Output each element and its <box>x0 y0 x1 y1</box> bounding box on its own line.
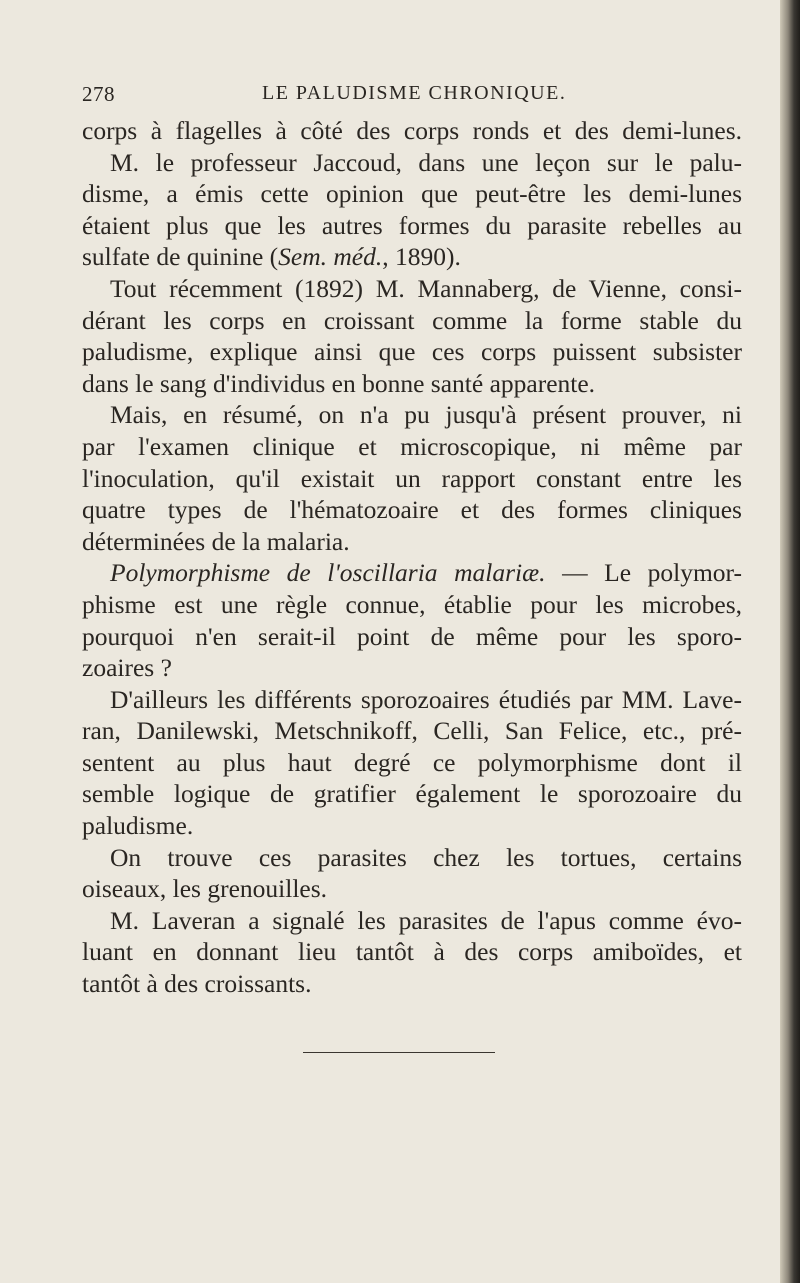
text-line: l'inoculation, qu'il existait un rapport constant entre les <box>82 463 742 493</box>
text-line: D'ailleurs les différents sporozoaires étudiés par MM. Lave- <box>110 684 742 714</box>
text-line <box>82 557 742 589</box>
text-line: Tout récemment (1892) M. Mannaberg, de Vienne, consi- <box>110 273 742 303</box>
text-line: zoaires ? <box>82 653 172 683</box>
text-line: disme, a émis cette opinion que peut-être les demi-lunes <box>82 179 742 209</box>
page-header <box>82 82 742 112</box>
text-line: luant en donnant lieu tantôt à des corps amiboïdes, et <box>82 937 742 967</box>
text-line: étaient plus que les autres formes du parasite rebelles au <box>82 210 742 240</box>
text-line <box>82 241 742 273</box>
text-line: ran, Danilewski, Metschnikoff, Celli, San Felice, etc., pré- <box>82 716 742 746</box>
book-page-edge <box>780 0 800 1283</box>
text-line: On trouve ces parasites chez les tortues, certains <box>110 842 742 872</box>
text-line: M. le professeur Jaccoud, dans une leçon sur le palu- <box>110 147 742 177</box>
text-line: phisme est une règle connue, établie pour les microbes, <box>82 589 742 619</box>
text-line: pourquoi n'en serait-il point de même pour les sporo- <box>82 621 742 651</box>
running-title: LE PALUDISME CHRONIQUE. <box>262 82 567 104</box>
text-line: paludisme. <box>82 811 194 841</box>
section-heading: Polymorphisme de l'oscillaria malariæ. <box>110 558 546 588</box>
text-line: tantôt à des croissants. <box>82 969 312 999</box>
text-line: dans le sang d'individus en bonne santé apparente. <box>82 368 596 398</box>
text-segment: sulfate de quinine ( <box>82 242 279 272</box>
citation-journal: Sem. méd. <box>278 242 383 272</box>
text-segment: , 1890). <box>382 242 461 272</box>
text-line: quatre types de l'hématozoaire et des formes cliniques <box>82 495 742 525</box>
text-line: déterminées de la malaria. <box>82 526 350 556</box>
page-number: 278 <box>82 82 115 106</box>
text-line: oiseaux, les grenouilles. <box>82 874 328 904</box>
text-segment: — Le polymor- <box>545 558 742 588</box>
text-line: M. Laveran a signalé les parasites de l'apus comme évo- <box>110 905 742 935</box>
text-line: par l'examen clinique et microscopique, ni même par <box>82 431 742 461</box>
body-text <box>82 115 742 1000</box>
text-line: sentent au plus haut degré ce polymorphisme dont il <box>82 747 742 777</box>
text-line: Mais, en résumé, on n'a pu jusqu'à présent prouver, ni <box>110 400 742 430</box>
text-line: paludisme, explique ainsi que ces corps puissent subsister <box>82 337 742 367</box>
text-line: dérant les corps en croissant comme la forme stable du <box>82 305 742 335</box>
section-end-rule <box>303 1052 495 1053</box>
text-line: corps à flagelles à côté des corps ronds et des demi-lunes. <box>82 116 742 145</box>
text-line: semble logique de gratifier également le sporozoaire du <box>82 779 742 809</box>
